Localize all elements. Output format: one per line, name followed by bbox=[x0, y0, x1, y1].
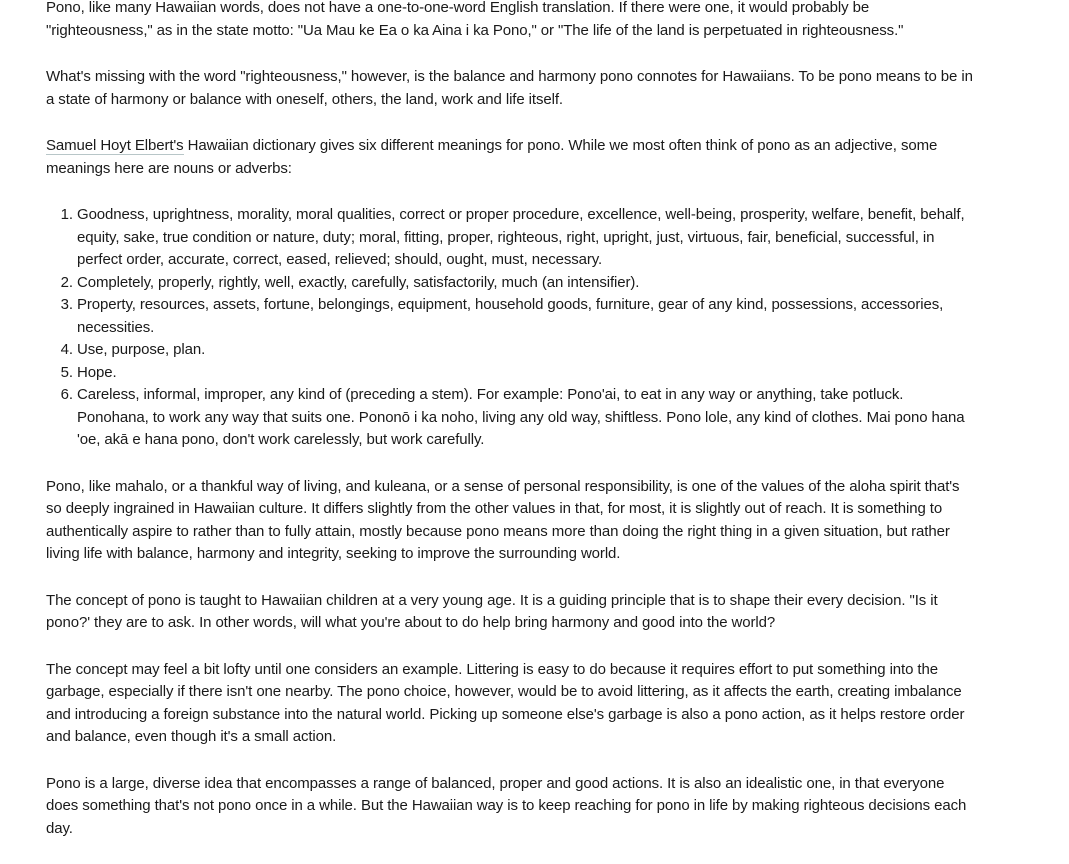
paragraph-translation: Pono, like many Hawaiian words, does not have a one-to-one-word English translation. If there were one, it would probably be "righteousness," as in the state motto: "Ua Mau ke Ea o ka Aina i ka Pono," or "The life of the land is perpetuated in righteousness." bbox=[46, 0, 904, 39]
paragraph-dictionary bbox=[46, 135, 976, 180]
list-item: 5. Hope. bbox=[77, 362, 976, 385]
paragraph-conclusion: Pono is a large, diverse idea that encompasses a range of balanced, proper and good actions. It is also an idealistic one, in that everyone does something that's not pono once in a while. But the Hawaiian way is to keep reaching for pono in life by making righteous decisions each day. bbox=[46, 774, 967, 837]
list-item: 1. Goodness, uprightness, morality, moral qualities, correct or proper procedure, excellence, well-being, prosperity, welfare, benefit, behalf, equity, sake, true condition or nature, duty; moral, fitting, proper, righteous, right, upright, just, virtuous, fair, beneficial, successful, in perfect order, accurate, correct, eased, relieved; should, ought, must, necessary. bbox=[77, 204, 976, 272]
paragraph-littering-example: The concept may feel a bit lofty until one considers an example. Littering is easy to do because it requires effort to put something into the garbage, especially if there isn't one nearby. The pono choice, however, would be to avoid littering, as it affects the earth, creating imbalance and introducing a foreign substance into the natural world. Picking up someone else's garbage is also a pono action, as it helps restore order and balance, even though it's a small action. bbox=[46, 660, 965, 745]
paragraph-harmony: What's missing with the word "righteousness," however, is the balance and harmony pono connotes for Hawaiians. To be pono means to be in a state of harmony or balance with oneself, others, the land, work and life itself. bbox=[46, 68, 973, 108]
article-body bbox=[46, 0, 976, 864]
meanings-list bbox=[46, 204, 976, 452]
paragraph-dictionary-text: Hawaiian dictionary gives six different meanings for pono. While we most often think of pono as an adjective, some meanings here are nouns or adverbs: bbox=[46, 137, 938, 177]
paragraph-children: The concept of pono is taught to Hawaiian children at a very young age. It is a guiding principle that is to shape their every decision. "Is it pono?' they are to ask. In other words, will what you're about to do help bring harmony and good into the world? bbox=[46, 591, 938, 631]
elbert-dictionary-link[interactable]: Samuel Hoyt Elbert's bbox=[46, 137, 184, 154]
list-item: 6. Careless, informal, improper, any kind of (preceding a stem). For example: Pono'ai, to eat in any way or anything, take potluck. Ponohana, to work any way that suits one. Pononō i ka noho, living any old way, shiftless. Pono lole, any kind of clothes. Mai pono hana 'oe, akā e hana pono, don't work carelessly, but work carefully. bbox=[77, 384, 976, 452]
paragraph-aloha-spirit: Pono, like mahalo, or a thankful way of living, and kuleana, or a sense of personal responsibility, is one of the values of the aloha spirit that's so deeply ingrained in Hawaiian culture. It differs slightly from the other values in that, for most, it is slightly out of reach. It is something to authentically aspire to rather than to fully attain, mostly because pono means more than doing the right thing in a given situation, but rather living life with balance, harmony and integrity, seeking to improve the surrounding world. bbox=[46, 477, 960, 562]
list-item: 2. Completely, properly, rightly, well, exactly, carefully, satisfactorily, much (an intensifier). bbox=[77, 272, 976, 295]
list-item: 4. Use, purpose, plan. bbox=[77, 339, 976, 362]
list-item: 3. Property, resources, assets, fortune, belongings, equipment, household goods, furniture, gear of any kind, possessions, accessories, necessities. bbox=[77, 294, 976, 339]
